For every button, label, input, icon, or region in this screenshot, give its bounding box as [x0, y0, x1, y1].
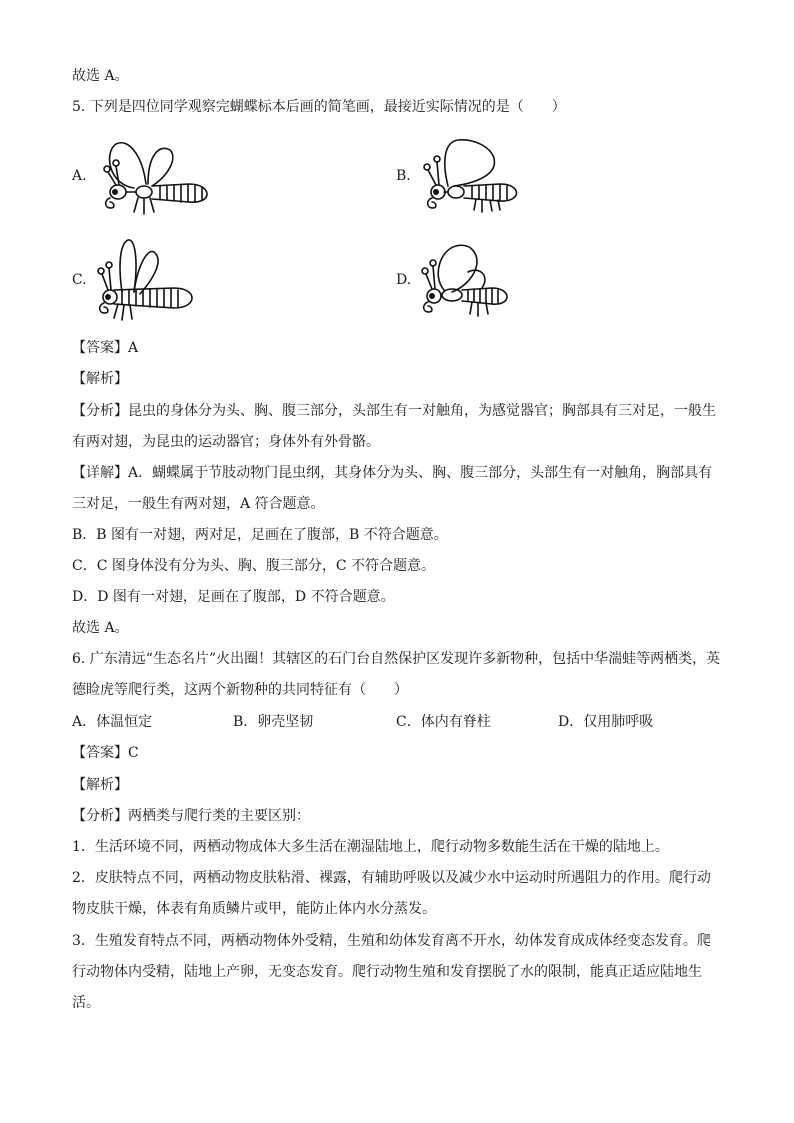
question-6-stem-2: 德睑虎等爬行类，这两个新物种的共同特征有（ ）: [72, 682, 408, 698]
butterfly-figure-c: [92, 234, 202, 326]
analysis-6-point-3-line-1: 3．生殖发育特点不同，两栖动物体外受精，生殖和幼体发育离不开水，幼体发育成成体经变态发育。爬: [72, 933, 711, 949]
question-6-stem-1: 6. 广东清远“生态名片”火出圈！其辖区的石门台自然保护区发现许多新物种，包括中华湍蛙等两栖类，英: [72, 651, 721, 667]
question-5-stem: 5. 下列是四位同学观察完蝴蝶标本后画的简笔画，最接近实际情况的是（ ）: [72, 99, 566, 115]
analysis-heading-5: 【解析】: [72, 371, 128, 387]
analysis-6-point-3-line-3: 活。: [72, 995, 100, 1011]
butterfly-figure-a: [94, 132, 224, 222]
q6-choice-a: A．体温恒定: [72, 714, 153, 730]
detail-5-option-d: D．D 图有一对翅，足画在了腹部，D 不符合题意。: [72, 589, 395, 605]
analysis-5-line-1: 【分析】昆虫的身体分为头、胸、腹三部分，头部生有一对触角，为感觉器官；胸部具有三对足，一般生: [72, 403, 716, 419]
analysis-5-line-2: 有两对翅，为昆虫的运动器官；身体外有外骨骼。: [72, 434, 380, 450]
detail-5-option-c: C．C 图身体没有分为头、胸、腹三部分，C 不符合题意。: [72, 558, 436, 574]
q6-choice-b: B．卵壳坚韧: [233, 714, 314, 730]
option-c-label: C.: [72, 272, 87, 288]
butterfly-figure-d: [418, 236, 518, 326]
detail-5-line-2: 三对足，一般生有两对翅，A 符合题意。: [72, 496, 325, 512]
answer-6: 【答案】C: [72, 745, 139, 761]
analysis-heading-6: 【解析】: [72, 777, 128, 793]
q6-choice-d: D．仅用肺呼吸: [558, 714, 654, 730]
conclusion-prev: 故选 A。: [72, 68, 129, 84]
detail-5-line-1: 【详解】A．蝴蝶属于节肢动物门昆虫纲，其身体分为头、胸、腹三部分，头部生有一对触角，胸部具有: [72, 465, 713, 481]
option-a-label: A.: [72, 168, 87, 184]
analysis-6-point-2-line-1: 2．皮肤特点不同，两栖动物皮肤粘滑、裸露，有辅助呼吸以及减少水中运动时所遇阻力的作用。爬行动: [72, 870, 711, 886]
answer-5: 【答案】A: [72, 340, 139, 356]
detail-5-option-b: B．B 图有一对翅，两对足，足画在了腹部，B 不符合题意。: [72, 527, 448, 543]
conclusion-5: 故选 A。: [72, 620, 129, 636]
analysis-6-intro: 【分析】两栖类与爬行类的主要区别：: [72, 808, 310, 824]
option-b-label: B.: [396, 168, 411, 184]
q6-choice-c: C．体内有脊柱: [396, 714, 491, 730]
analysis-6-point-3-line-2: 行动物体内受精，陆地上产卵，无变态发育。爬行动物生殖和发育摆脱了水的限制，能真正适应陆地生: [72, 964, 702, 980]
analysis-6-point-1: 1．生活环境不同，两栖动物成体大多生活在潮湿陆地上，爬行动物多数能生活在干燥的陆地上。: [72, 839, 669, 855]
butterfly-figure-b: [418, 132, 528, 222]
analysis-6-point-2-line-2: 物皮肤干燥，体表有角质鳞片或甲，能防止体内水分蒸发。: [72, 901, 436, 917]
option-d-label: D.: [396, 272, 412, 288]
